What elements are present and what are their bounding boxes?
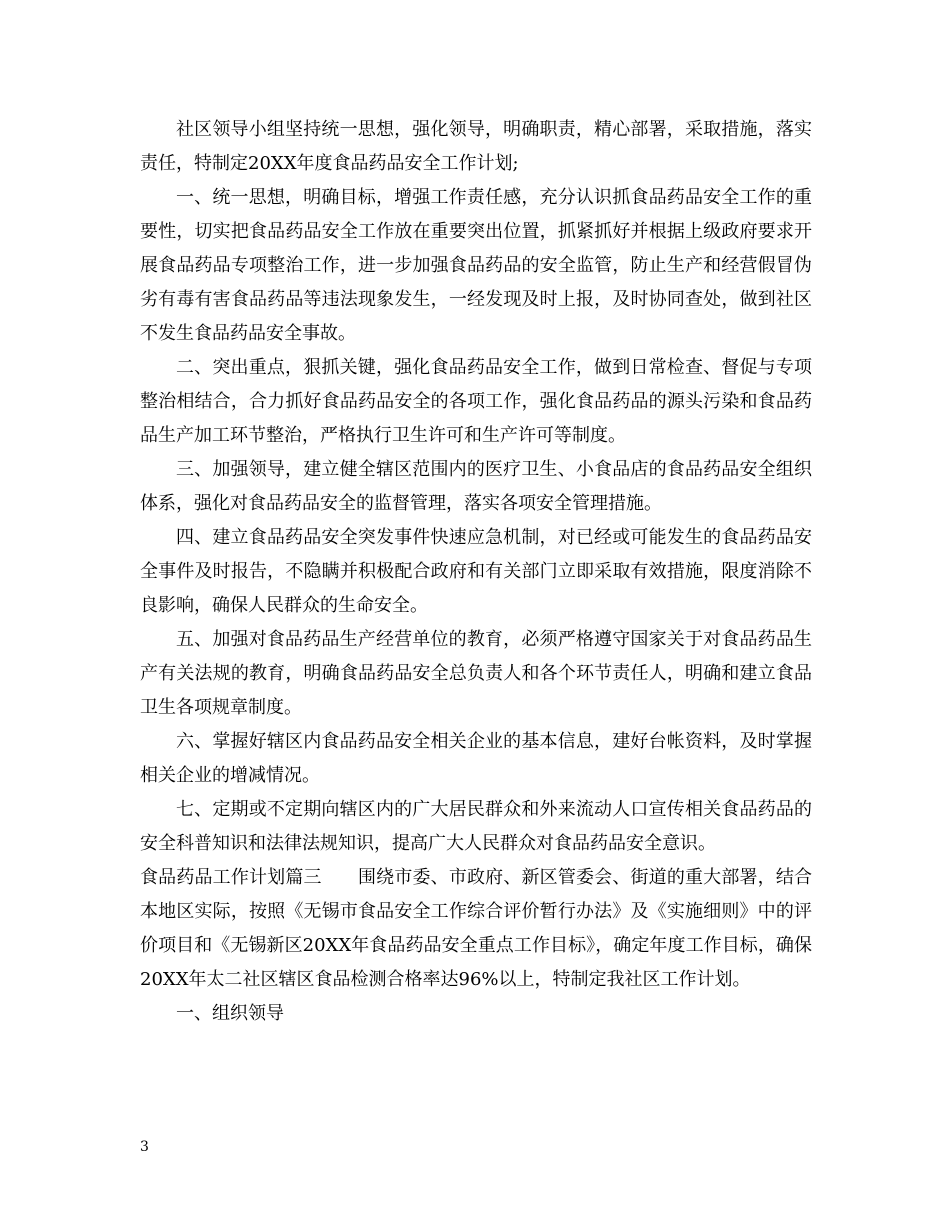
paragraph-item-3: 三、加强领导，建立健全辖区范围内的医疗卫生、小食品店的食品药品安全组织体系，强化对食品药品安全的监督管理，落实各项安全管理措施。 bbox=[140, 459, 812, 514]
paragraph-item-1: 一、统一思想，明确目标，增强工作责任感，充分认识抓食品药品安全工作的重要性，切实把食品药品安全工作放在重要突出位置，抓紧抓好并根据上级政府要求开展食品药品专项整治工作，进一步加强食品药品的安全监管，防止生产和经营假冒伪劣有毒有害食品药品等违法现象发生，一经发现及时上报，及时协同查处，做到社区不发生食品药品安全事故。 bbox=[140, 187, 812, 344]
paragraph-heading-organization: 一、组织领导 bbox=[176, 1003, 284, 1024]
paragraph-item-6: 六、掌握好辖区内食品药品安全相关企业的基本信息，建好台帐资料，及时掌握相关企业的增减情况。 bbox=[140, 731, 812, 786]
document-body bbox=[140, 113, 812, 1031]
paragraph-item-2: 二、突出重点，狠抓关键，强化食品药品安全工作，做到日常检查、督促与专项整治相结合，合力抓好食品药品安全的各项工作，强化食品药品的源头污染和食品药品生产加工环节整治，严格执行卫生许可和生产许可等制度。 bbox=[140, 357, 812, 446]
paragraph-section-three: 食品药品工作计划篇三 围绕市委、市政府、新区管委会、街道的重大部署，结合本地区实际，按照《无锡市食品安全工作综合评价暂行办法》及《实施细则》中的评价项目和《无锡新区20XX年食品药品安全重点工作目标》，确定年度工作目标，确保20XX年太二社区辖区食品检测合格率达96%以上，特制定我社区工作计划。 bbox=[140, 867, 812, 990]
paragraph-intro: 社区领导小组坚持统一思想，强化领导，明确职责，精心部署，采取措施，落实责任，特制定20XX年度食品药品安全工作计划; bbox=[140, 119, 812, 174]
paragraph-item-5: 五、加强对食品药品生产经营单位的教育，必须严格遵守国家关于对食品药品生产有关法规的教育，明确食品药品安全总负责人和各个环节责任人，明确和建立食品卫生各项规章制度。 bbox=[140, 629, 812, 718]
paragraph-item-4: 四、建立食品药品安全突发事件快速应急机制，对已经或可能发生的食品药品安全事件及时报告，不隐瞒并积极配合政府和有关部门立即采取有效措施，限度消除不良影响，确保人民群众的生命安全。 bbox=[140, 527, 812, 616]
page-number: 3 bbox=[140, 1139, 149, 1155]
paragraph-item-7: 七、定期或不定期向辖区内的广大居民群众和外来流动人口宣传相关食品药品的安全科普知识和法律法规知识，提高广大人民群众对食品药品安全意识。 bbox=[140, 799, 812, 854]
